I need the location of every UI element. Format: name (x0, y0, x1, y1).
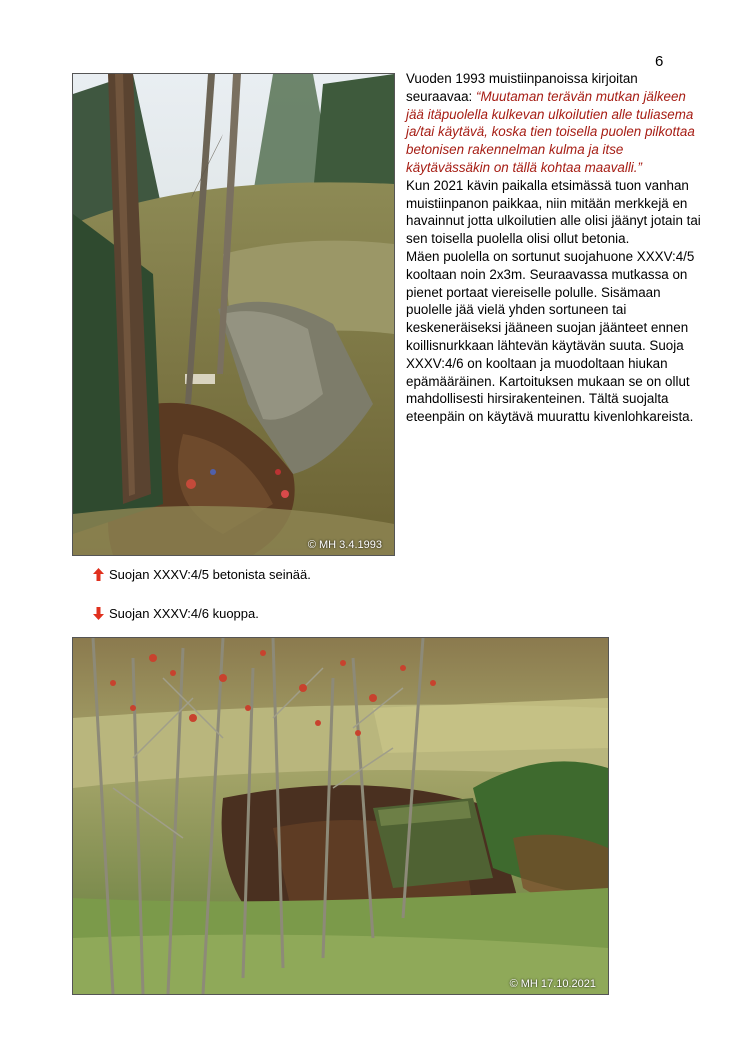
photo-credit-bottom: © MH 17.10.2021 (509, 978, 596, 990)
caption-bottom-label: Suojan XXXV:4/6 kuoppa. (109, 606, 259, 621)
caption-bottom-photo (93, 606, 259, 621)
paragraph-1 (406, 70, 706, 177)
quoted-note: “Muutaman terävän mutkan jälkeen jää itäpuolella kulkevan ulkoilutien alle tuliasema ja/tai käytävä, koska tien toisella puolen pilkottaa betonisen rakennelman kulma ja itse käytävässäkin on tällä kohtaa maavalli.” (406, 88, 695, 175)
body-text (406, 70, 706, 426)
caption-top-photo (93, 567, 311, 582)
page-number: 6 (655, 53, 664, 70)
paragraph-3: Mäen puolella on sortunut suojahuone XXXV:4/5 kooltaan noin 2x3m. Seuraavassa mutkassa on pienet portaat viereiselle polulle. Sisämaan puolelle jää vielä yhden sortuneen tai keskeneräiseksi jääneen suojan jäänteet ennen koillisnurkkaan lähtevän käytävän suuta. Suoja XXXV:4/6 on kooltaan ja muodoltaan hiukan epämääräinen. Kartoituksen mukaan se on ollut mahdollisesti hirsirakenteinen. Tältä suojalta eteenpäin on käytävä muurattu kivenlohkareista. (406, 248, 695, 425)
intro-text: Vuoden 1993 muistiinpanoissa kirjoitan seuraavaa: (406, 71, 638, 104)
arrow-down-icon (93, 607, 105, 620)
caption-top-label: Suojan XXXV:4/5 betonista seinää. (109, 567, 311, 582)
photo-pit-2021 (72, 637, 609, 995)
photo-trench-1993 (72, 73, 395, 556)
photo-credit-top: © MH 3.4.1993 (307, 539, 382, 551)
paragraph-2: Kun 2021 kävin paikalla etsimässä tuon vanhan muistiinpanon paikkaa, niin mitään merkkejä en havainnut jotta ulkoilutien alle olisi jäänyt jotain tai sen toisella puolella olisi ollut betonia. (406, 177, 701, 247)
arrow-up-icon (93, 568, 105, 581)
